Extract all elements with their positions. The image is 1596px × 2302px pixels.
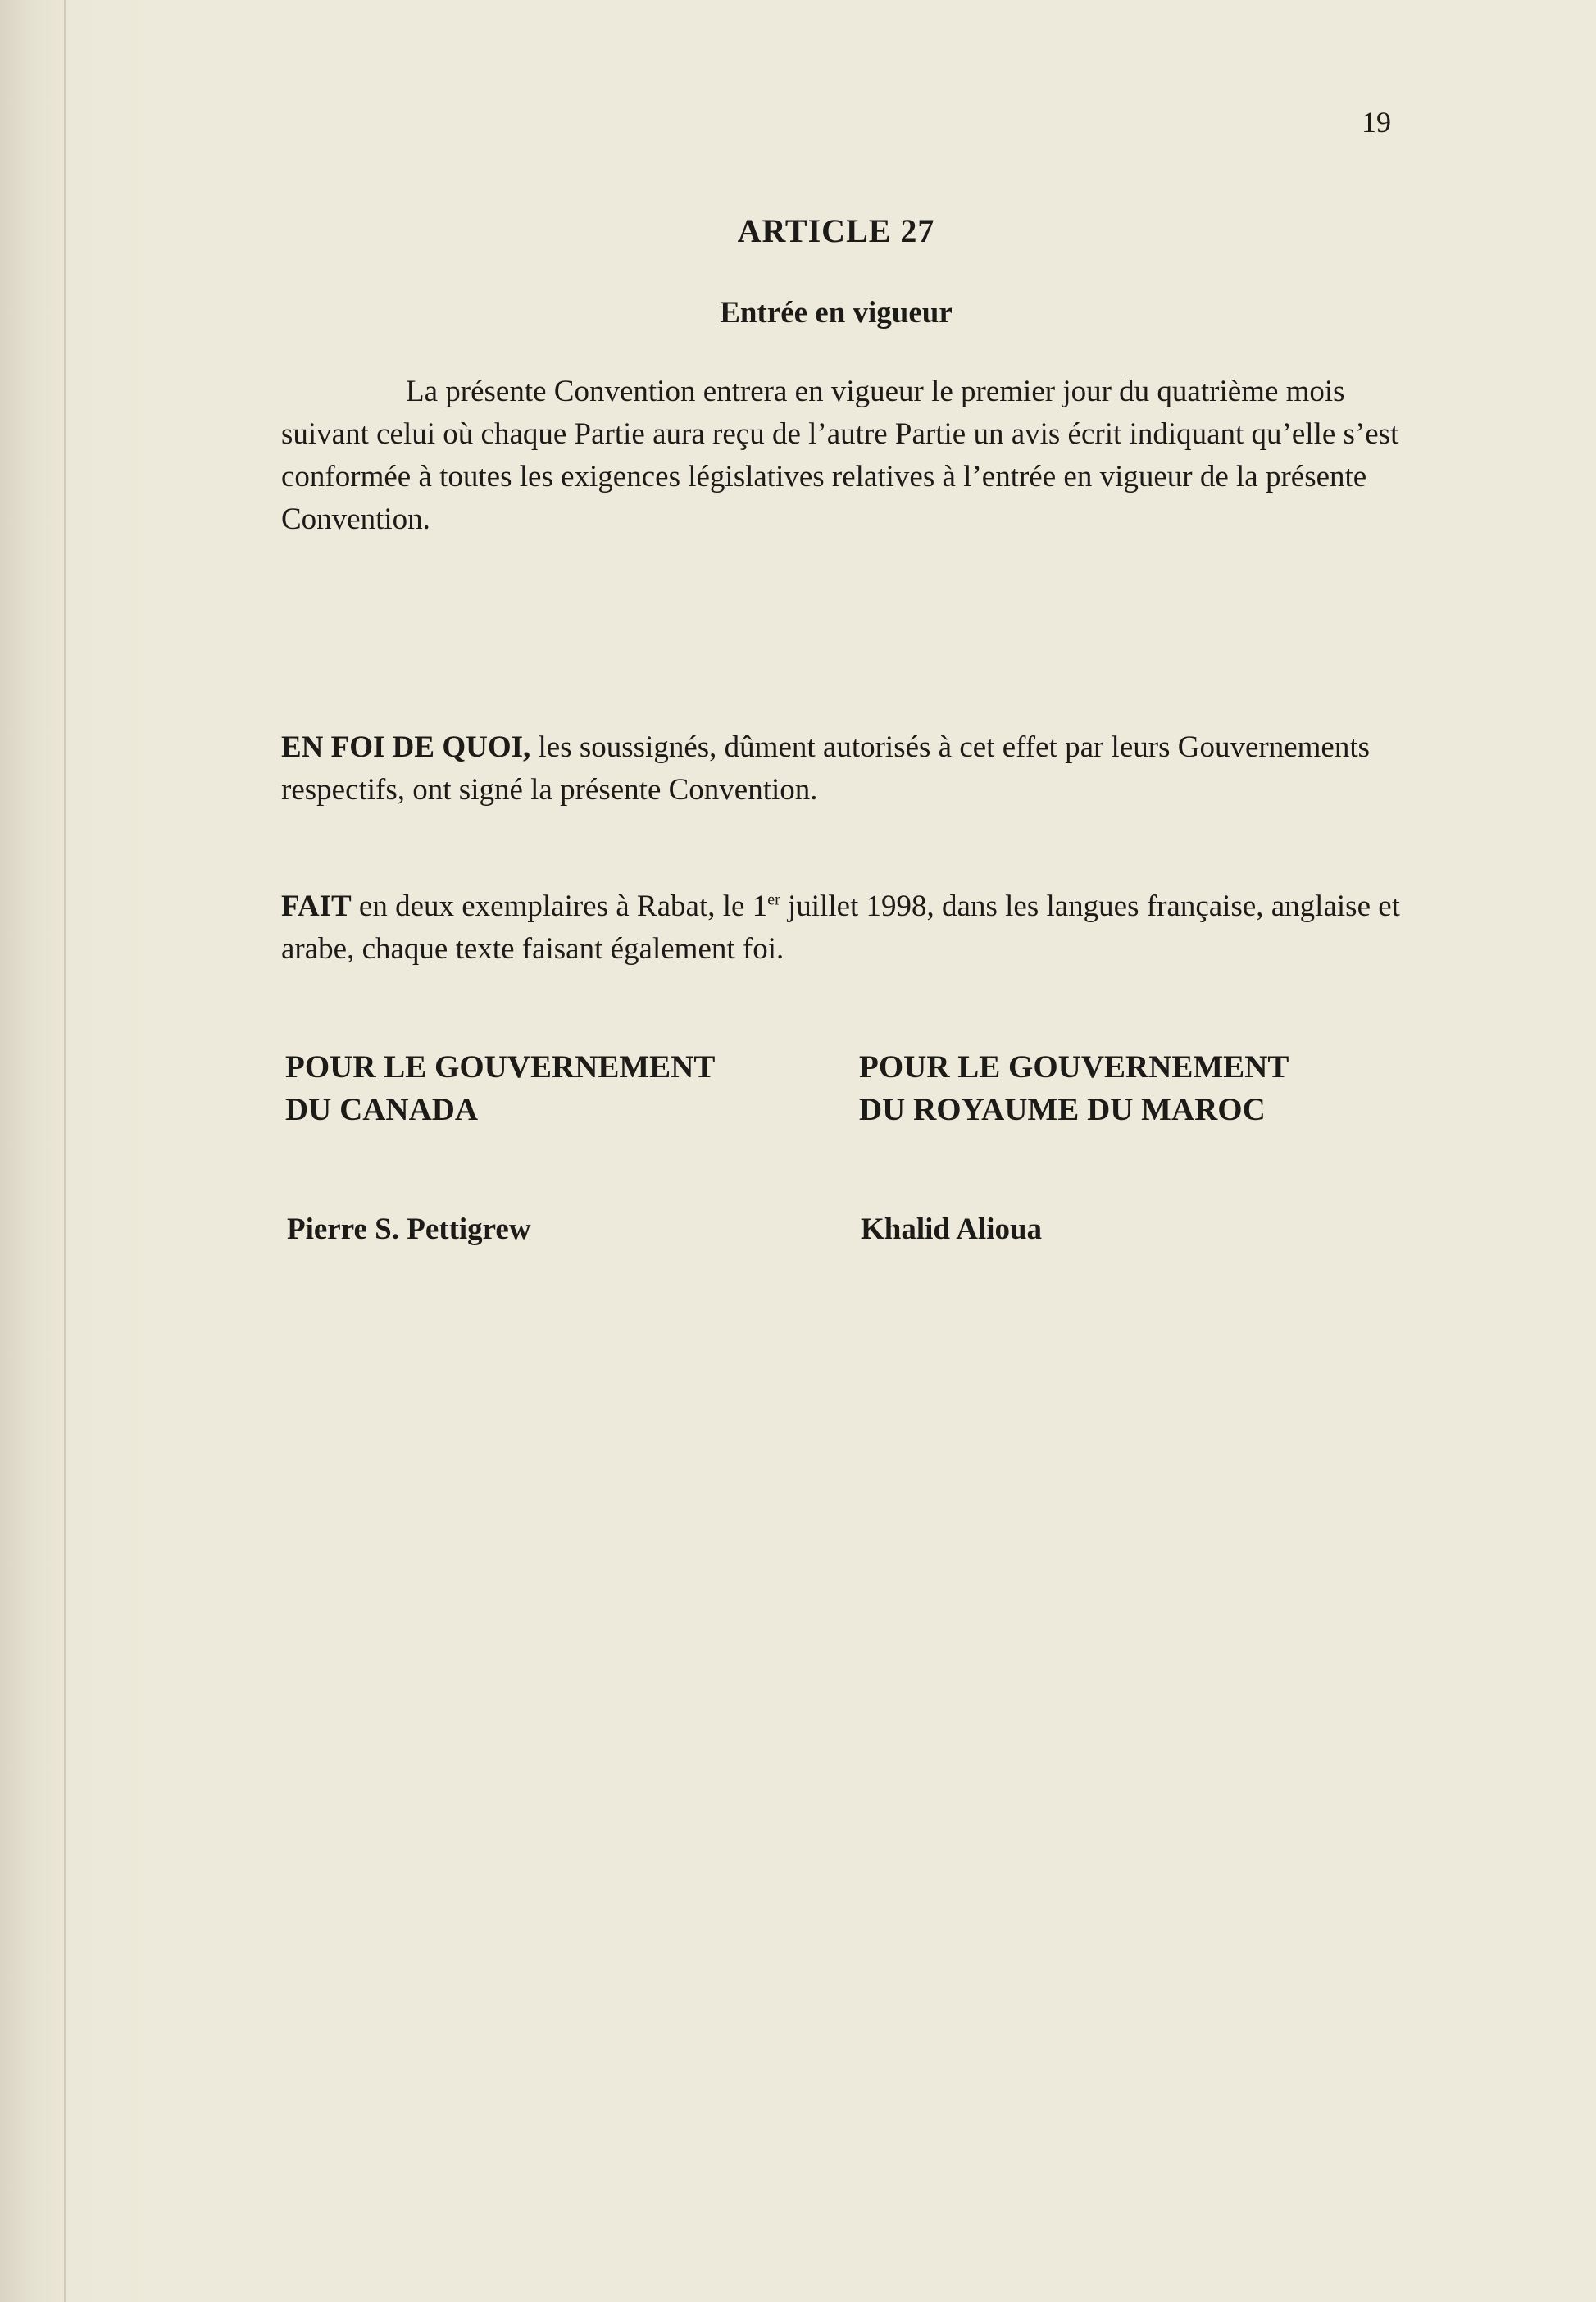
- binding-gutter: [64, 0, 66, 2302]
- entry-into-force-paragraph: La présente Convention entrera en vigueur le premier jour du quatrième mois suivant celui où chaque Partie aura reçu de l’autre Partie un avis écrit indiquant qu’elle s’est conformée à toutes les exigences législatives relatives à l’entrée en vigueur de la présente Convention.: [281, 375, 1399, 536]
- signatory-morocco-name: Khalid Alioua: [861, 1212, 1043, 1246]
- signatory-canada-line2: DU CANADA: [285, 1092, 479, 1127]
- done-at-paragraph: [281, 885, 1412, 971]
- signatory-morocco-heading: [859, 1046, 1416, 1131]
- signatory-morocco-line1: POUR LE GOUVERNEMENT: [859, 1049, 1289, 1085]
- article-subtitle: Entrée en vigueur: [720, 296, 953, 330]
- signatory-canada-heading: [285, 1046, 810, 1131]
- signatory-morocco-line2: DU ROYAUME DU MAROC: [859, 1092, 1266, 1127]
- witness-paragraph: [281, 726, 1412, 812]
- ordinal-superscript: er: [767, 890, 780, 909]
- signatory-canada-name: Pierre S. Pettigrew: [287, 1212, 531, 1246]
- witness-lead: EN FOI DE QUOI,: [281, 730, 531, 764]
- article-title: ARTICLE 27: [737, 212, 935, 249]
- done-at-lead: FAIT: [281, 889, 352, 923]
- signatory-canada-line1: POUR LE GOUVERNEMENT: [285, 1049, 716, 1085]
- page-number: 19: [1362, 106, 1391, 139]
- done-at-text-after: juillet 1998, dans les langues française, anglaise et arabe, chaque texte faisant également foi.: [281, 889, 1400, 966]
- done-at-text-before: en deux exemplaires à Rabat, le 1: [351, 889, 768, 923]
- witness-text: les soussignés, dûment autorisés à cet effet par leurs Gouvernements respectifs, ont signé la présente Convention.: [281, 730, 1370, 807]
